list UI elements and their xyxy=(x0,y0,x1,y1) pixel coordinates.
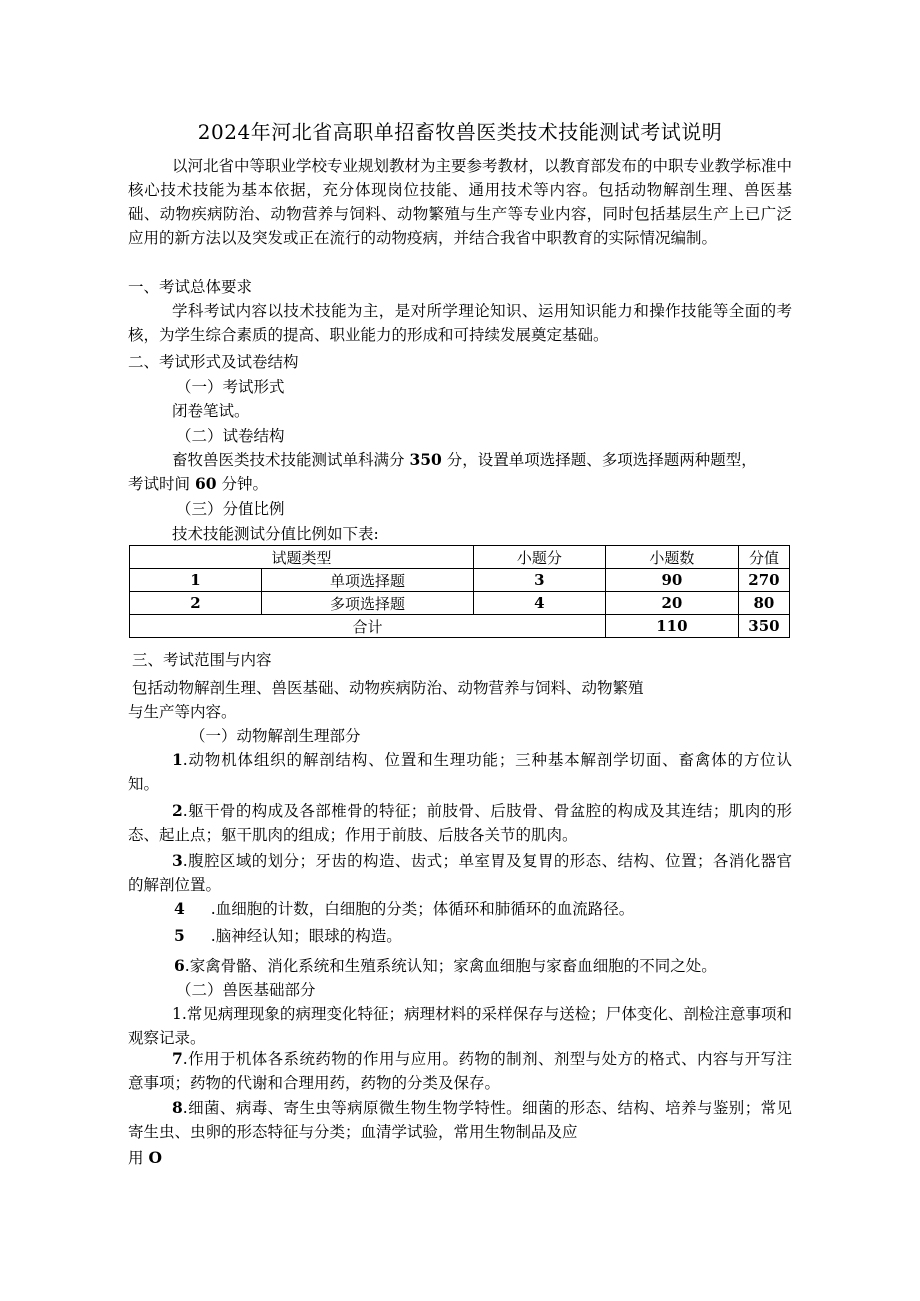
paper-structure-heading: （二）试卷结构 xyxy=(176,427,285,445)
table-cell: 80 xyxy=(738,592,789,615)
anatomy-item-6: 6.家禽骨骼、消化系统和生殖系统认知；家禽血细胞与家畜血细胞的不同之处。 xyxy=(174,956,717,975)
table-cell: 多项选择题 xyxy=(262,592,474,615)
anatomy-item-1: 1.动物机体组织的解剖结构、位置和生理功能；三种基本解剖学切面、畜禽体的方位认知。 xyxy=(128,750,792,793)
anatomy-item-4: 4 .血细胞的计数，白细胞的分类；体循环和肺循环的血流路径。 xyxy=(174,899,635,918)
table-cell: 单项选择题 xyxy=(262,569,474,592)
paper-structure-time: 考试时间 60 分钟。 xyxy=(128,474,268,493)
table-cell: 20 xyxy=(605,592,738,615)
table-total-row xyxy=(130,615,790,638)
table-row xyxy=(130,569,790,592)
exam-form-text: 闭卷笔试。 xyxy=(172,402,250,420)
table-cell: 270 xyxy=(738,569,789,592)
section3-line2: 与生产等内容。 xyxy=(128,703,237,721)
section1-text: 学科考试内容以技术技能为主，是对所学理论知识、运用知识能力和操作技能等全面的考核，为学生综合素质的提高、职业能力的形成和可持续发展奠定基础。 xyxy=(128,302,792,344)
anatomy-item-5: 5 .脑神经认知；眼球的构造。 xyxy=(174,926,402,945)
section1-heading: 一、考试总体要求 xyxy=(128,278,253,296)
section3-line1: 包括动物解剖生理、兽医基础、动物疾病防治、动物营养与饲料、动物繁殖 xyxy=(132,679,644,697)
table-total-count: 110 xyxy=(605,615,738,638)
table-total-label: 合计 xyxy=(130,615,606,638)
vet-item-8-tail: 用 O xyxy=(128,1148,162,1167)
exam-form-heading: （一）考试形式 xyxy=(176,378,285,396)
anatomy-item-2: 2.躯干骨的构成及各部椎骨的特征；前肢骨、后肢骨、骨盆腔的构成及其连结；肌肉的形态、起止点；躯干肌肉的组成；作用于前肢、后肢各关节的肌肉。 xyxy=(128,801,792,844)
intro-paragraph: 以河北省中等职业学校专业规划教材为主要参考教材，以教育部发布的中职专业教学标准中核心技术技能为基本依据，充分体现岗位技能、通用技术等内容。包括动物解剖生理、兽医基础、动物疾病防治、动物营养与饲料、动物繁殖与生产等专业内容，同时包括基层生产上已广泛应用的新方法以及突发或正在流行的动物疫病，并结合我省中职教育的实际情况编制。 xyxy=(128,157,793,247)
document-title: 2024年河北省高职单招畜牧兽医类技术技能测试考试说明 xyxy=(197,120,723,144)
table-cell: 3 xyxy=(473,569,605,592)
score-table xyxy=(129,545,790,638)
table-total-value: 350 xyxy=(738,615,789,638)
score-ratio-heading: （三）分值比例 xyxy=(176,500,285,518)
vet-basics-heading: （二）兽医基础部分 xyxy=(176,981,316,999)
table-cell: 90 xyxy=(605,569,738,592)
vet-item-1: 1.常见病理现象的病理变化特征；病理材料的采样保存与送检；尸体变化、剖检注意事项和观察记录。 xyxy=(128,1005,792,1047)
anatomy-item-3: 3.腹腔区域的划分；牙齿的构造、齿式；单室胃及复胃的形态、结构、位置；各消化器官的解剖位置。 xyxy=(128,851,792,894)
table-header-cell: 小题数 xyxy=(605,546,738,569)
table-header-cell: 小题分 xyxy=(473,546,605,569)
table-row xyxy=(130,592,790,615)
table-header-cell: 分值 xyxy=(738,546,789,569)
score-table-intro: 技术技能测试分值比例如下表: xyxy=(172,525,379,543)
anatomy-heading: （一）动物解剖生理部分 xyxy=(190,727,361,745)
vet-item-7: 7.作用于机体各系统药物的作用与应用。药物的制剂、剂型与处方的格式、内容与开写注意事项；药物的代谢和合理用药，药物的分类及保存。 xyxy=(128,1049,792,1092)
section3-heading: 三、考试范围与内容 xyxy=(132,651,272,669)
section2-heading: 二、考试形式及试卷结构 xyxy=(128,353,299,371)
table-cell: 4 xyxy=(473,592,605,615)
table-header-row xyxy=(130,546,790,569)
table-cell: 2 xyxy=(130,592,262,615)
paper-structure-text: 畜牧兽医类技术技能测试单科满分 350 分，设置单项选择题、多项选择题两种题型， xyxy=(172,450,757,469)
vet-item-8: 8.细菌、病毒、寄生虫等病原微生物生物学特性。细菌的形态、结构、培养与鉴别；常见寄生虫、虫卵的形态特征与分类；血清学试验，常用生物制品及应 xyxy=(128,1098,792,1141)
table-cell: 1 xyxy=(130,569,262,592)
table-header-cell: 试题类型 xyxy=(130,546,474,569)
